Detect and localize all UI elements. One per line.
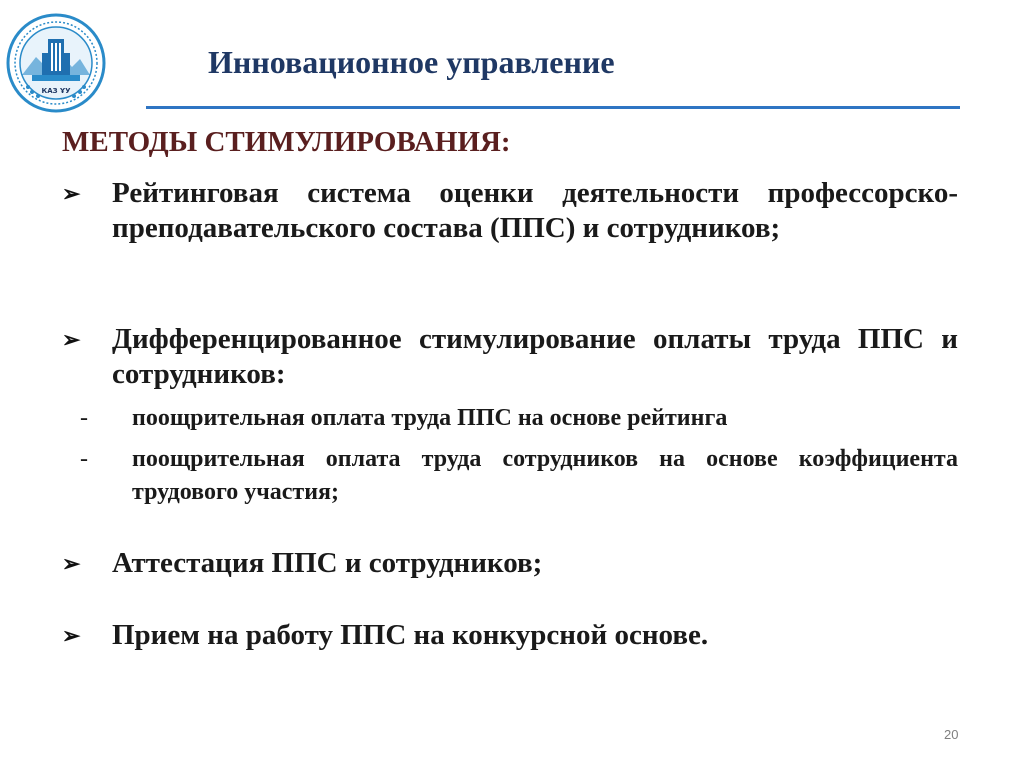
bullet-item-rating-system [62, 176, 958, 246]
arrow-bullet-icon: ➢ [62, 181, 81, 206]
sub-item-participation-pay [80, 443, 958, 509]
sub-item-text: поощрительная оплата труда сотрудников на основе коэффициента трудового участия; [132, 446, 958, 505]
bullet-text: Аттестация ППС и сотрудников; [112, 547, 543, 579]
arrow-bullet-icon: ➢ [62, 327, 81, 352]
dash-marker: - [80, 405, 88, 431]
logo-caption: КАЗ ҰУ [41, 87, 71, 95]
slide-title: Инновационное управление [208, 44, 615, 80]
bullet-item-attestation [62, 546, 958, 581]
section-heading: МЕТОДЫ СТИМУЛИРОВАНИЯ: [62, 126, 511, 158]
bullet-item-competitive-hiring [62, 618, 958, 653]
arrow-bullet-icon: ➢ [62, 623, 81, 648]
arrow-bullet-icon: ➢ [62, 551, 81, 576]
bullet-item-differentiated-pay [62, 322, 958, 392]
sub-item-text: поощрительная оплата труда ППС на основе рейтинга [132, 405, 728, 431]
page-number: 20 [944, 727, 959, 742]
bullet-text: Дифференцированное стимулирование оплаты труда ППС и сотрудников: [112, 323, 958, 390]
dash-marker: - [80, 446, 88, 472]
title-underline [146, 106, 960, 109]
university-logo [6, 13, 106, 113]
bullet-text: Рейтинговая система оценки деятельности профессорско-преподавательского состава (ППС) и сотрудников; [112, 177, 958, 244]
sub-item-rating-pay [80, 402, 958, 435]
bullet-text: Прием на работу ППС на конкурсной основе. [112, 619, 709, 651]
